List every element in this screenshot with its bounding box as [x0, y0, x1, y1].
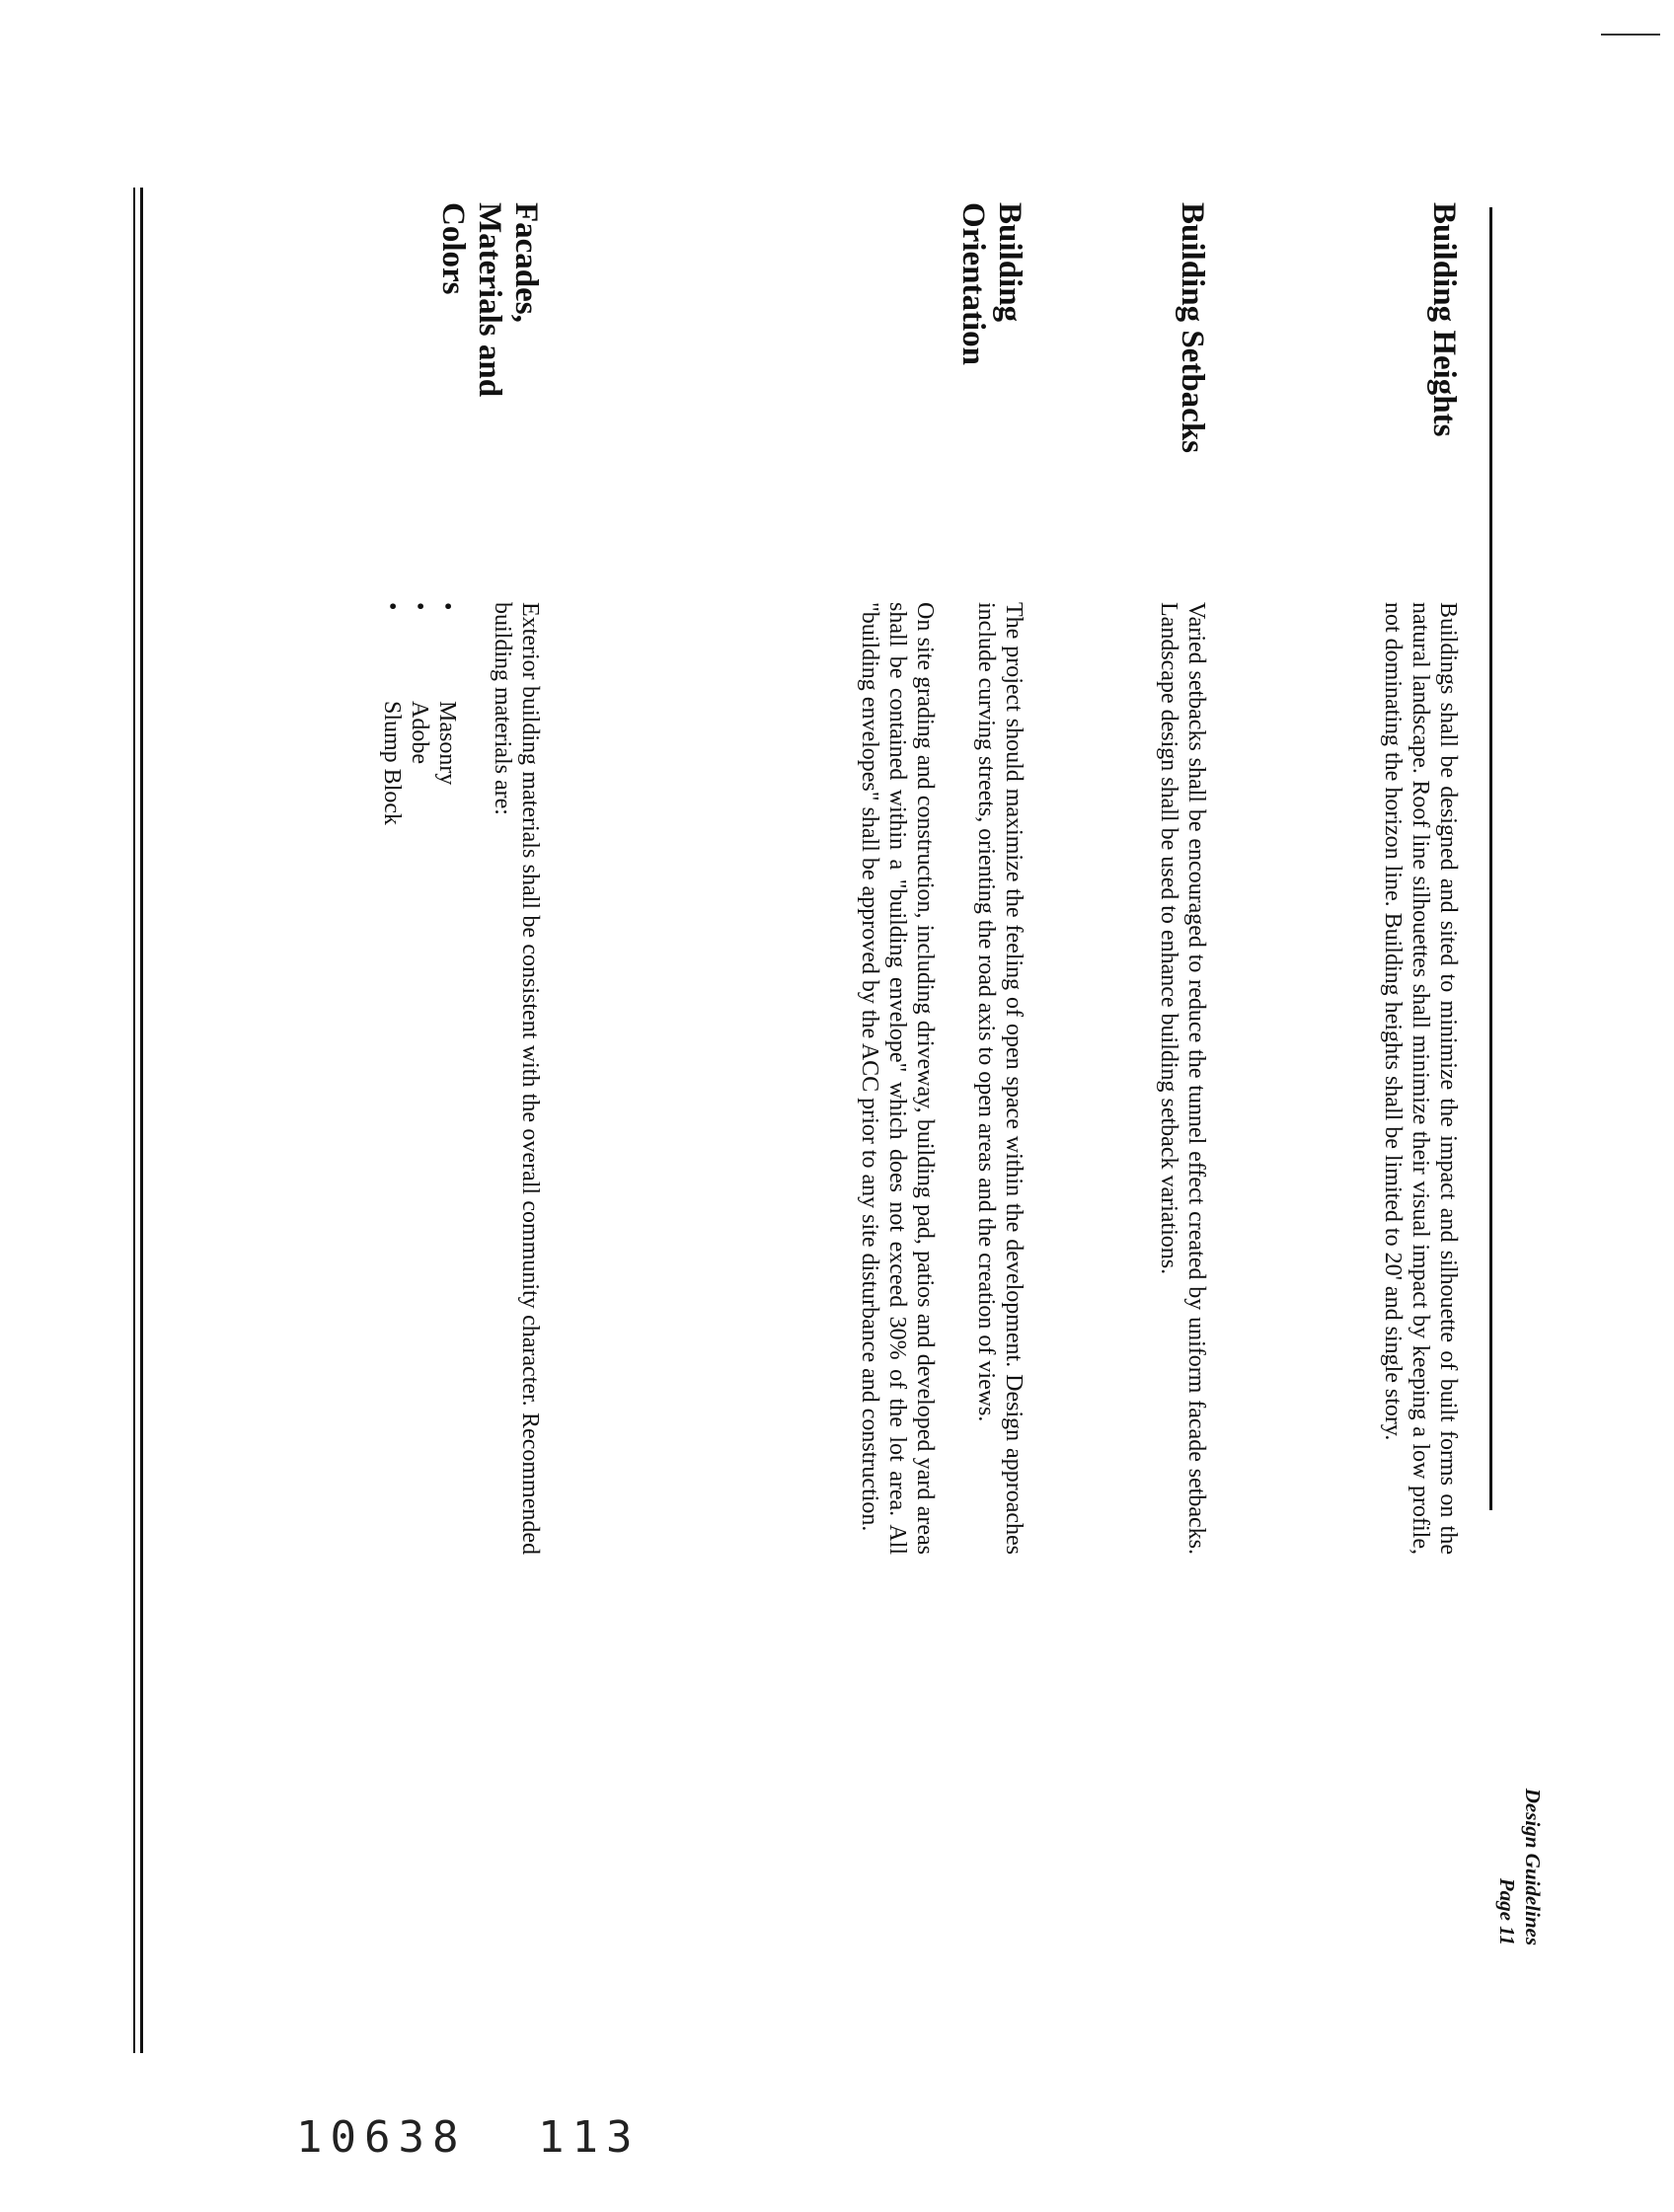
section-label: Building Setbacks — [1175, 202, 1210, 454]
section-label: Building Heights — [1426, 202, 1462, 437]
section-label: Building Orientation — [955, 202, 1027, 365]
footer-rule-top — [140, 188, 143, 2053]
paragraph: Buildings shall be designed and sited to minimize the impact and silhouette of built forms on the natural landscape. Roof line silhouettes shall minimize their visual impact by keeping a low profile, not dominating the horizon line. Building heights shall be limited to 20' and single story. — [1380, 602, 1461, 1555]
list-item — [378, 602, 406, 1555]
header-page-number: Page 11 — [1495, 1877, 1519, 1945]
paragraph: Exterior building materials shall be consistent with the overall community character. Recommended building materials are: — [490, 602, 543, 1555]
recording-page-number: 113 — [538, 2112, 641, 2163]
list-item — [406, 602, 433, 1555]
list-item-text: Adobe — [407, 701, 432, 764]
section-body — [822, 602, 1027, 1555]
header-rule — [1489, 207, 1492, 1510]
section-body — [378, 602, 544, 1555]
footer-rule-bottom — [133, 188, 135, 2053]
header-title: Design Guidelines — [1521, 1788, 1545, 1945]
paragraph: The project should maximize the feeling of open space within the development. Design approaches include curving streets, orienting the road axis to open areas and the creation of views. — [973, 602, 1027, 1555]
list-item — [433, 602, 461, 1555]
paragraph: On site grading and construction, including driveway, building pad, patios and developed yard areas shall be contained within a "building envelope" which does not exceed 30% of the lot area. All "building envelopes" shall be approved by the ACC prior to any site disturbance and construction. — [857, 602, 938, 1555]
list-item-text: Masonry — [434, 701, 460, 786]
page-header — [1494, 1789, 1546, 1945]
list-item-text: Slump Block — [379, 701, 405, 826]
section-body — [1345, 602, 1462, 1555]
materials-list — [378, 602, 461, 1555]
bullet-icon: • — [379, 602, 405, 611]
recording-book-number: 10638 — [296, 2112, 467, 2163]
section-label: Facades, Materials and Colors — [435, 202, 544, 398]
bullet-icon: • — [407, 602, 432, 611]
section-body — [1121, 602, 1210, 1555]
paragraph: Varied setbacks shall be encouraged to reduce the tunnel effect created by uniform facade setbacks. Landscape design shall be used to enhance building setback variations. — [1156, 602, 1209, 1555]
bullet-icon: • — [434, 602, 460, 611]
